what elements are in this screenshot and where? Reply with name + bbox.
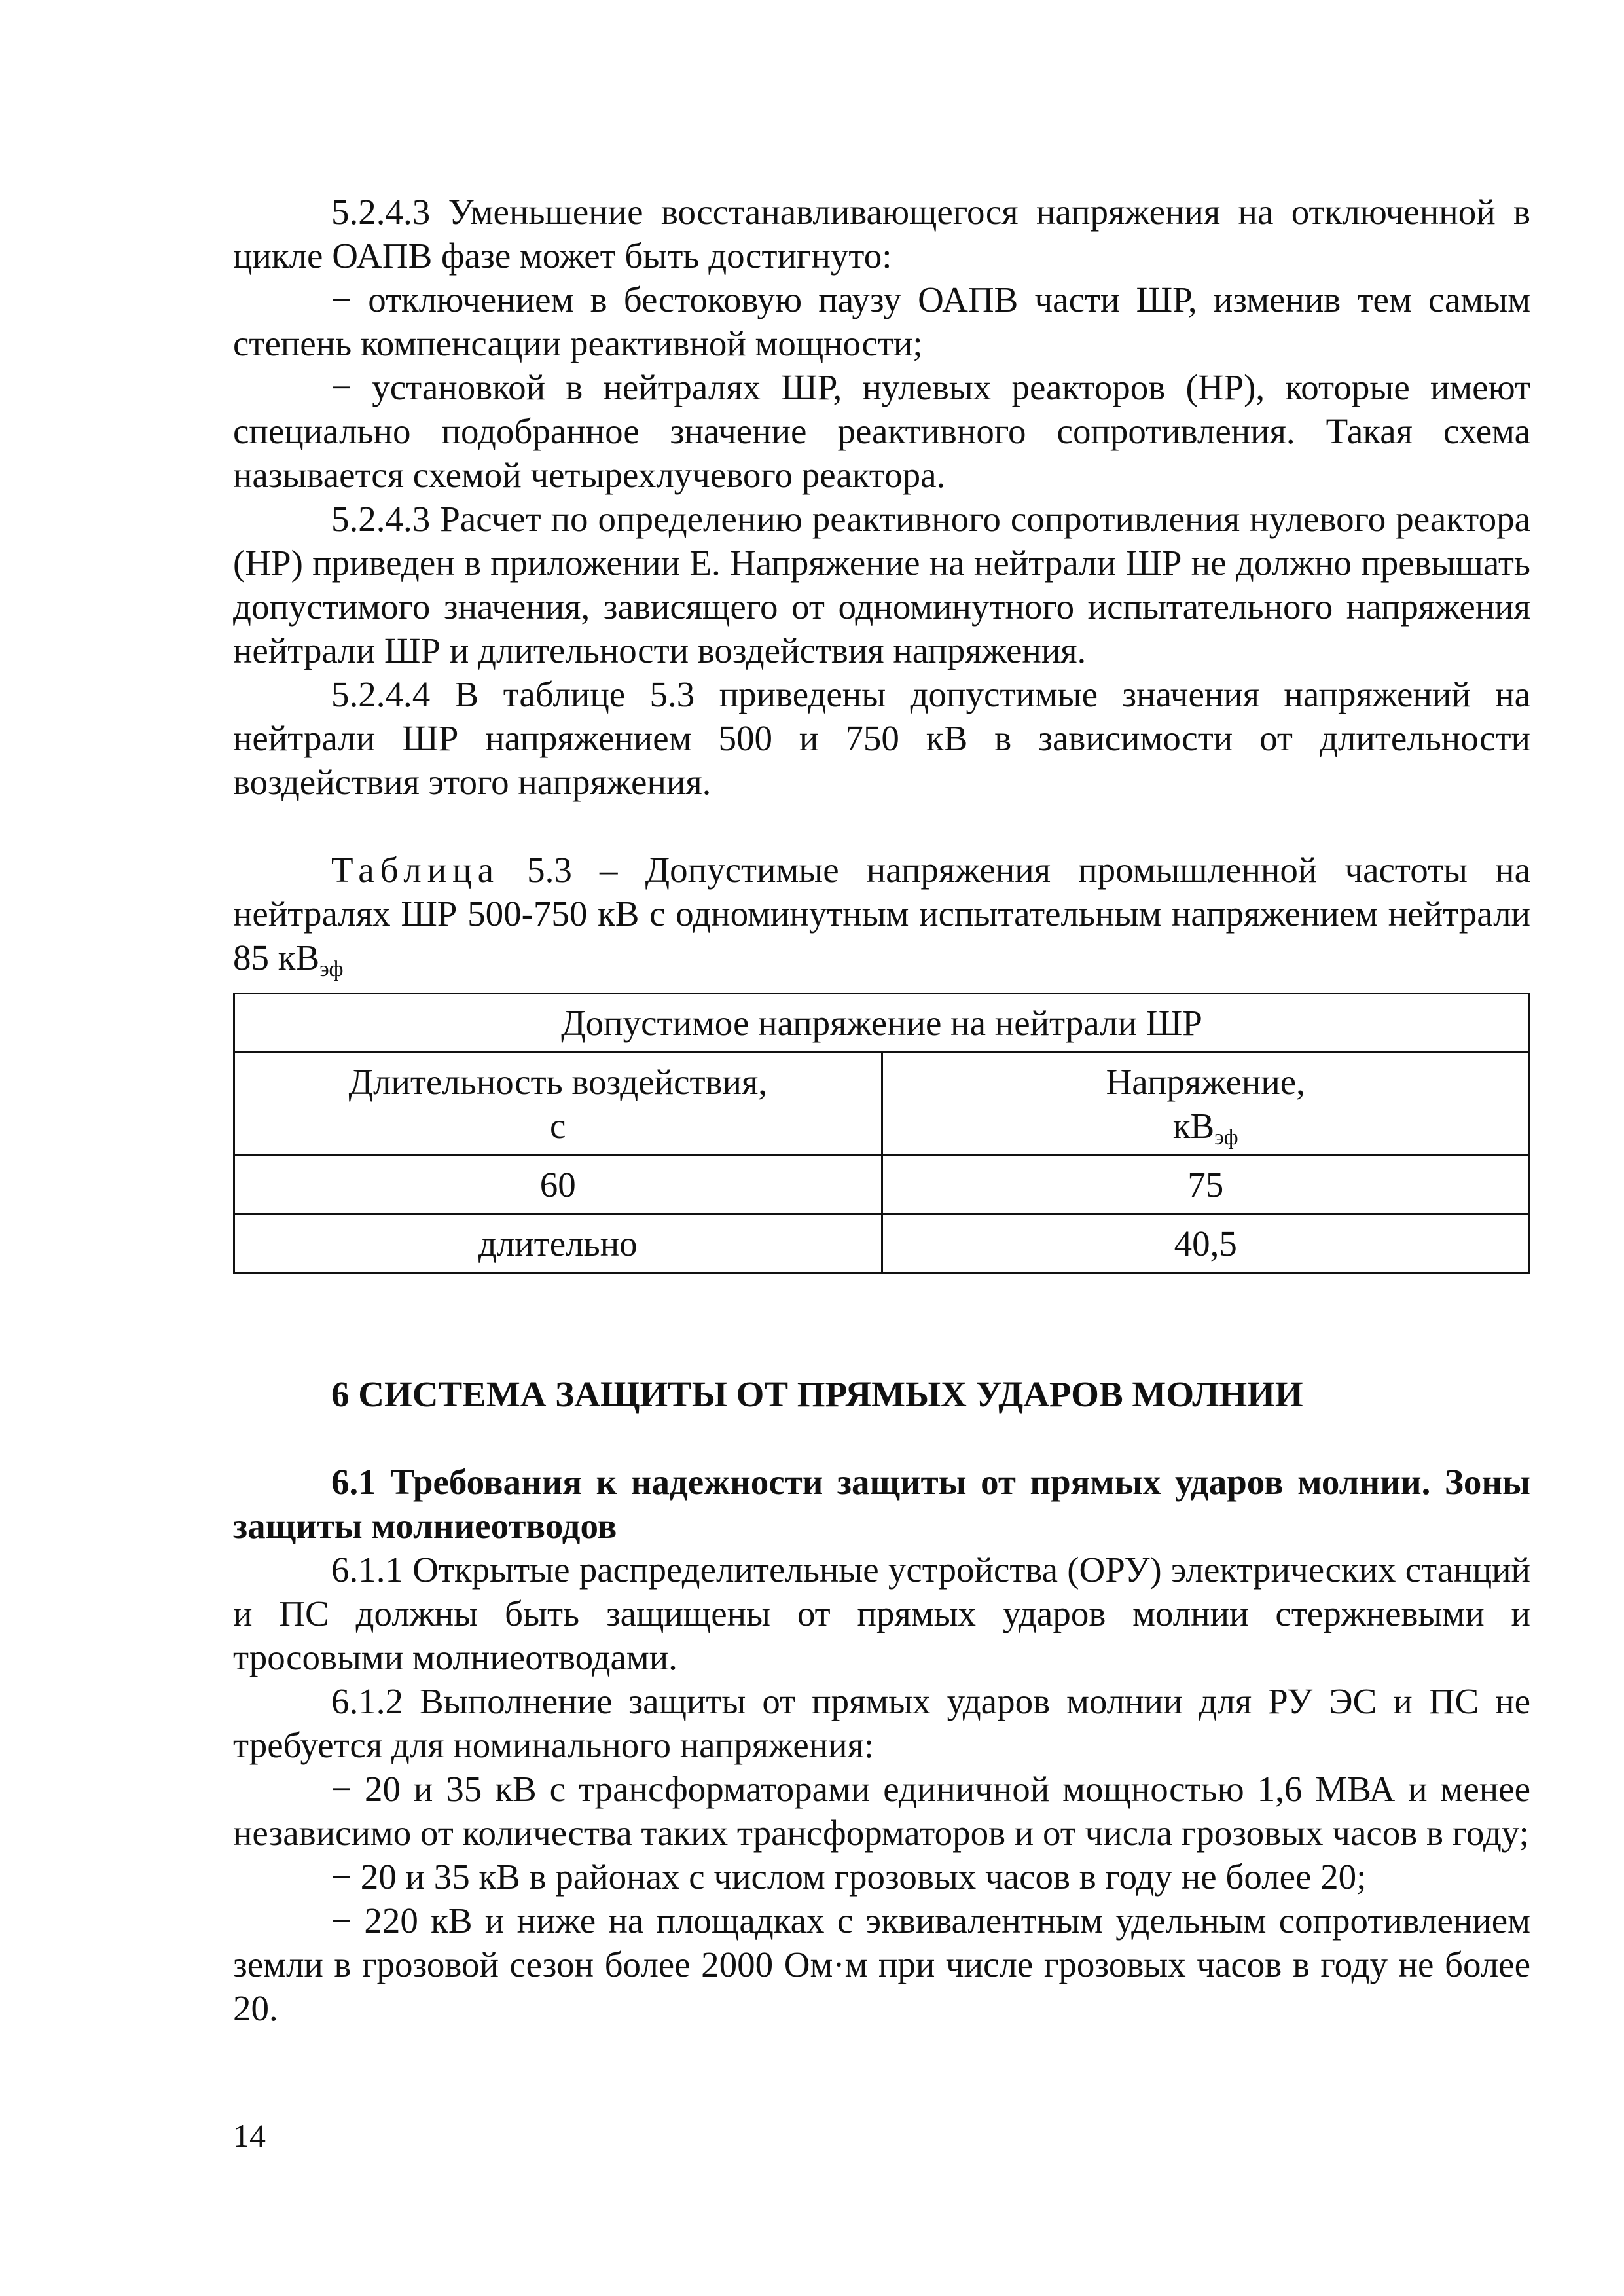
neutral-voltage-table: [233, 993, 1530, 1274]
column-header-voltage: [882, 1053, 1530, 1156]
paragraph-6-1-2: 6.1.2 Выполнение защиты от прямых ударов молнии для РУ ЭС и ПС не требуется для номинального напряжения:: [233, 1681, 1530, 1765]
page-number: 14: [233, 2117, 266, 2154]
cell-duration: длительно: [234, 1214, 882, 1273]
cell-voltage: 75: [882, 1156, 1530, 1214]
column-header-voltage-subscript: эф: [1214, 1125, 1238, 1150]
table-caption-subscript: эф: [319, 957, 344, 981]
list-item-20-35kv-regions: − 20 и 35 кВ в районах с числом грозовых часов в году не более 20;: [331, 1857, 1367, 1897]
paragraph-5-2-4-4: 5.2.4.4 В таблице 5.3 приведены допустимые значения напряжений на нейтрали ШР напряжением 500 и 750 кВ в зависимости от длительности воздействия этого напряжения.: [233, 674, 1530, 802]
page-content: [233, 190, 1530, 2030]
table-caption-label: Таблица: [331, 850, 499, 890]
column-header-duration-unit: с: [550, 1106, 566, 1146]
list-item-220kv-sites: − 220 кВ и ниже на площадках с эквивалентным удельным сопротивлением земли в грозовой сезон более 2000 Ом·м при числе грозовых часов в году не более 20.: [233, 1901, 1530, 2028]
table-row: [234, 1156, 1530, 1214]
table-header-row: [234, 994, 1530, 1053]
list-item-disconnect-reactor: − отключением в бестоковую паузу ОАПВ части ШР, изменив тем самым степень компенсации реактивной мощности;: [233, 280, 1530, 363]
column-header-voltage-label: Напряжение,: [1106, 1062, 1305, 1102]
paragraph-5-2-4-3-intro: 5.2.4.3 Уменьшение восстанавливающегося напряжения на отключенной в цикле ОАПВ фазе может быть достигнуто:: [233, 192, 1530, 276]
paragraph-5-2-4-3-calculation: 5.2.4.3 Расчет по определению реактивного сопротивления нулевого реактора (НР) приведен в приложении Е. Напряжение на нейтрали ШР не должно превышать допустимого значения, зависящего от одноминутного испытательного напряжения нейтрали ШР и длительности воздействия напряжения.: [233, 499, 1530, 670]
column-header-voltage-unit: кВ: [1172, 1106, 1215, 1146]
section-heading: 6 СИСТЕМА ЗАЩИТЫ ОТ ПРЯМЫХ УДАРОВ МОЛНИИ: [331, 1374, 1303, 1414]
table-caption: [233, 848, 1530, 979]
paragraph-6-1-1: 6.1.1 Открытые распределительные устройства (ОРУ) электрических станций и ПС должны быть защищены от прямых ударов молнии стержневыми и тросовыми молниеотводами.: [233, 1550, 1530, 1677]
list-item-20-35kv-transformers: − 20 и 35 кВ с трансформаторами единичной мощностью 1,6 МВА и менее независимо от количества таких трансформаторов и от числа грозовых часов в году;: [233, 1769, 1530, 1853]
table-caption-text: 5.3 – Допустимые напряжения промышленной частоты на нейтралях ШР 500-750 кВ с одноминутным испытательным напряжением нейтрали 85 кВ: [233, 850, 1530, 977]
subsection-heading: 6.1 Требования к надежности защиты от прямых ударов молнии. Зоны защиты молниеотводов: [233, 1462, 1530, 1546]
table-column-header-row: [234, 1053, 1530, 1156]
cell-voltage: 40,5: [882, 1214, 1530, 1273]
table-row: [234, 1214, 1530, 1273]
table-main-header: Допустимое напряжение на нейтрали ШР: [234, 994, 1530, 1053]
column-header-duration-label: Длительность воздействия,: [348, 1062, 767, 1102]
list-item-neutral-reactors: − установкой в нейтралях ШР, нулевых реакторов (НР), которые имеют специально подобранное значение реактивного сопротивления. Такая схема называется схемой четырехлучевого реактора.: [233, 367, 1530, 495]
column-header-duration: [234, 1053, 882, 1156]
cell-duration: 60: [234, 1156, 882, 1214]
